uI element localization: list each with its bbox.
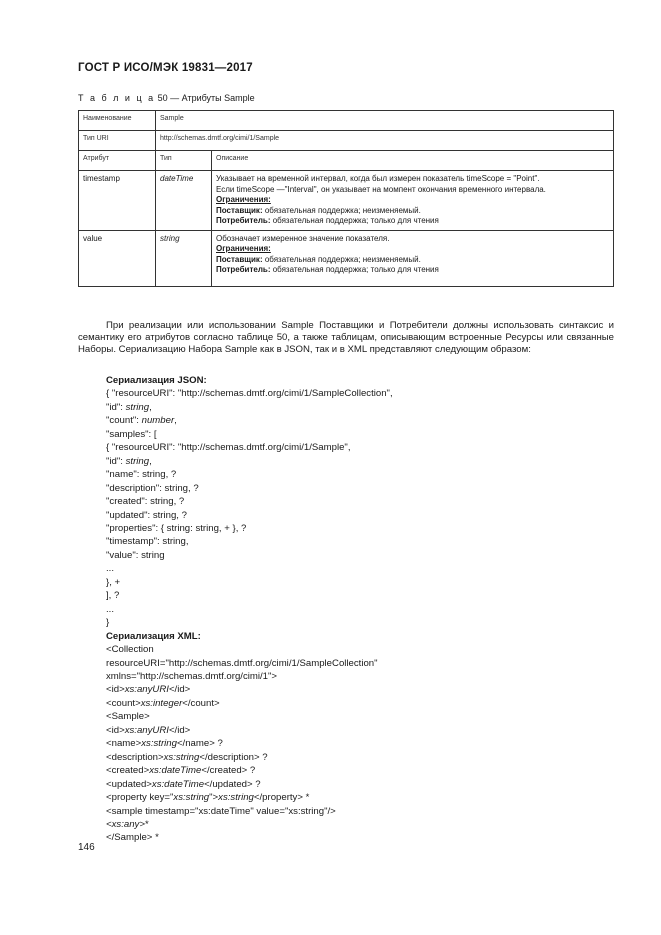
type-cell: string [156,230,212,286]
code-text: </property> * [253,792,310,804]
code-type: number [141,415,175,427]
code-text: <count> [106,697,141,709]
code-text: "> [209,792,219,804]
supplier-line [216,206,609,217]
code-line: <Collection [106,644,154,656]
code-line: "timestamp": string, [106,536,189,548]
consumer-label: Потребитель: [216,265,271,274]
code-line: resourceURI="http://schemas.dmtf.org/cimi/1/SampleCollection" [106,657,378,669]
consumer-label: Потребитель: [216,216,271,225]
constraints-heading: Ограничения: [216,244,271,253]
code-type: xs:anyURI [124,684,169,696]
code-line: "name": string, ? [106,469,177,481]
supplier-label: Поставщик: [216,254,263,264]
code-text: <created> [106,765,150,777]
code-text: </created> ? [201,765,256,777]
xml-heading: Сериализация XML: [106,630,201,642]
code-text: </description> ? [199,751,268,763]
code-type: xs:string [141,738,177,750]
code-line [106,818,393,831]
json-heading: Сериализация JSON: [106,375,207,386]
code-type: xs:dateTime [149,765,202,777]
code-line [106,737,393,750]
constraints-heading: Ограничения: [216,195,271,204]
type-cell: dateTime [156,171,212,231]
description-line: Обозначает измеренное значение показателя. [216,233,390,243]
table-row [79,230,614,286]
supplier-line [216,255,609,266]
code-line: "properties": { string: string, + }, ? [106,522,247,534]
code-line [106,751,393,764]
code-type: string [125,455,150,467]
consumer-line [216,265,609,276]
code-line: <Sample> [106,711,150,723]
code-text: <property key=" [106,792,174,804]
table-row [79,171,614,231]
code-line [106,683,393,696]
serialization-listing [106,374,393,845]
code-line: "samples": [ [106,428,157,440]
code-text: , [149,455,152,467]
code-line: ], ? [106,590,120,602]
code-line: ... [106,563,114,575]
code-line [106,791,393,804]
uri-value-cell: http://schemas.dmtf.org/cimi/1/Sample [156,131,614,151]
consumer-line [216,216,609,227]
consumer-text: обязательная поддержка; только для чтения [270,216,439,225]
code-line: }, + [106,576,121,588]
document-header: ГОСТ Р ИСО/МЭК 19831—2017 [78,62,253,74]
attribute-cell: value [79,230,156,286]
code-line: ... [106,603,114,615]
code-line [106,778,393,791]
attribute-cell: timestamp [79,171,156,231]
uri-label-cell: Тип URI [79,131,156,151]
description-cell [212,230,614,286]
code-type: xs:string [218,792,254,804]
code-line [106,724,393,737]
description-line: Если timeScope —"Interval", он указывает на момпент окончания временного интервала. [216,184,546,194]
code-text: * [144,818,149,830]
name-value-cell: Sample [156,111,614,131]
code-text: </id> [168,684,191,696]
code-text: </id> [168,724,191,736]
code-text: <id> [106,684,125,696]
code-line: xmlns="http://schemas.dmtf.org/cimi/1"> [106,670,278,682]
code-line [106,764,393,777]
supplier-text: обязательная поддержка; неизменяемый. [262,254,421,264]
code-type: xs:anyURI [124,724,169,736]
code-line [106,697,393,710]
code-text: </name> ? [176,738,223,750]
code-text: "id": [106,401,126,413]
code-text: <id> [106,724,125,736]
code-type: xs:string [163,751,200,763]
code-line: } [106,617,110,629]
caption-prefix: Т а б л и ц а [78,93,156,103]
code-text: , [174,415,177,427]
code-type: xs:dateTime [151,778,205,790]
column-header-type: Тип [156,151,212,171]
body-paragraph [78,320,614,357]
table-header-row [79,151,614,171]
code-type: <xs:any> [106,818,145,830]
code-line: { "resourceURI": "http://schemas.dmtf.org/cimi/1/SampleCollection", [106,388,393,400]
code-text: , [149,401,152,413]
code-text: "id": [106,455,126,467]
code-text: </updated> ? [204,778,261,790]
page-number: 146 [78,842,95,853]
code-line: { "resourceURI": "http://schemas.dmtf.org/cimi/1/Sample", [106,442,351,454]
code-text: <updated> [106,778,152,790]
supplier-text: обязательная поддержка; неизменяемый. [262,205,421,215]
consumer-text: обязательная поддержка; только для чтения [270,265,439,274]
code-line: <sample timestamp="xs:dateTime" value="xs:string"/> [106,805,336,817]
code-line [106,414,393,427]
caption-title: 50 — Атрибуты Sample [157,93,255,103]
description-cell [212,171,614,231]
code-line: "value": string [106,549,165,561]
column-header-attribute: Атрибут [79,151,156,171]
table-row [79,131,614,151]
code-line: "description": string, ? [106,482,199,494]
code-line: "created": string, ? [106,496,185,508]
description-line: Указывает на временной интервал, когда был измерен показатель timeScope = "Point". [216,174,540,183]
attributes-table [78,110,614,287]
code-text: <description> [106,751,164,763]
code-line [106,401,393,414]
code-line: "updated": string, ? [106,509,187,521]
code-type: xs:integer [140,697,183,709]
column-header-description: Описание [212,151,614,171]
supplier-label: Поставщик: [216,205,263,215]
code-type: string [125,401,150,413]
table-row [79,111,614,131]
body-text: При реализации или использовании Sample Поставщики и Потребители должны использовать синтаксис и семантику его атрибутов согласно таблице 50, а также таблицам, описывающим встроенные Ресурсы или связанные Наборы. Сериализацию Набора Sample как в JSON, так и в XML представляют следующим образом: [78,320,614,356]
code-text: "count": [106,415,142,427]
table-caption [78,93,255,103]
name-label-cell: Наименование [79,111,156,131]
code-text: </count> [182,697,220,709]
code-line [106,455,393,468]
code-line: </Sample> * [106,832,159,844]
code-text: <name> [106,738,142,750]
code-type: xs:string [173,792,210,804]
